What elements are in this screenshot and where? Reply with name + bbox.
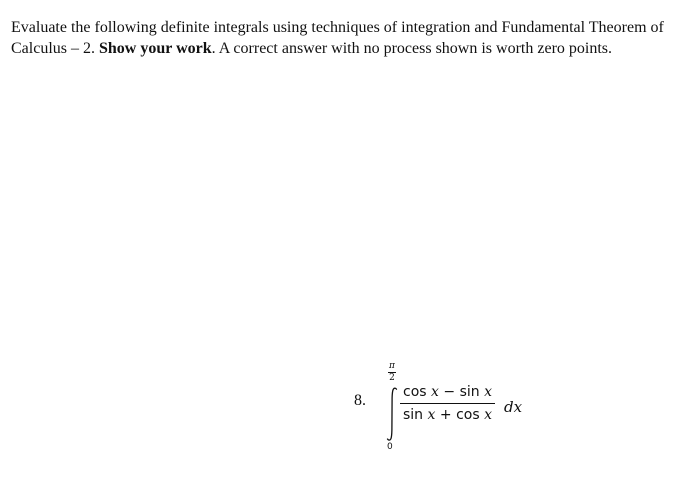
fraction-bar xyxy=(400,403,495,404)
instructions-line-2-prefix: Calculus – 2. xyxy=(11,40,99,57)
denominator-var-2: x xyxy=(484,407,492,423)
bold-work: work xyxy=(176,40,212,57)
integrand-fraction xyxy=(400,384,495,423)
numerator-var-2: x xyxy=(484,384,492,400)
numerator-cos: cos xyxy=(403,384,432,400)
problem-8 xyxy=(354,362,554,462)
integrand-numerator xyxy=(400,384,495,400)
denominator-cos: cos xyxy=(456,407,485,423)
instructions-line-1: Evaluate the following definite integrals using techniques of integration and Fundamental Theorem of xyxy=(11,19,664,36)
denominator-sin: sin xyxy=(403,407,428,423)
numerator-operator: − xyxy=(438,384,460,400)
integral-sign-icon xyxy=(384,386,400,442)
denominator-operator: + xyxy=(435,407,457,423)
instructions-line-2 xyxy=(11,38,700,59)
integrand-denominator xyxy=(400,407,495,423)
instructions-line-2-suffix: . A correct answer with no process shown is worth zero points. xyxy=(211,40,613,57)
bold-your: your xyxy=(140,40,173,57)
numerator-var-1: x xyxy=(431,384,439,400)
upper-limit-numerator: π xyxy=(389,361,395,371)
instructions-paragraph xyxy=(11,17,700,59)
problem-number: 8. xyxy=(354,392,366,409)
upper-limit xyxy=(385,362,399,383)
lower-limit: 0 xyxy=(387,442,393,452)
upper-limit-denominator: 2 xyxy=(389,373,395,383)
bold-show: Show xyxy=(99,40,137,57)
denominator-var-1: x xyxy=(427,407,436,423)
numerator-sin: sin xyxy=(459,384,485,400)
differential: dx xyxy=(504,398,523,416)
